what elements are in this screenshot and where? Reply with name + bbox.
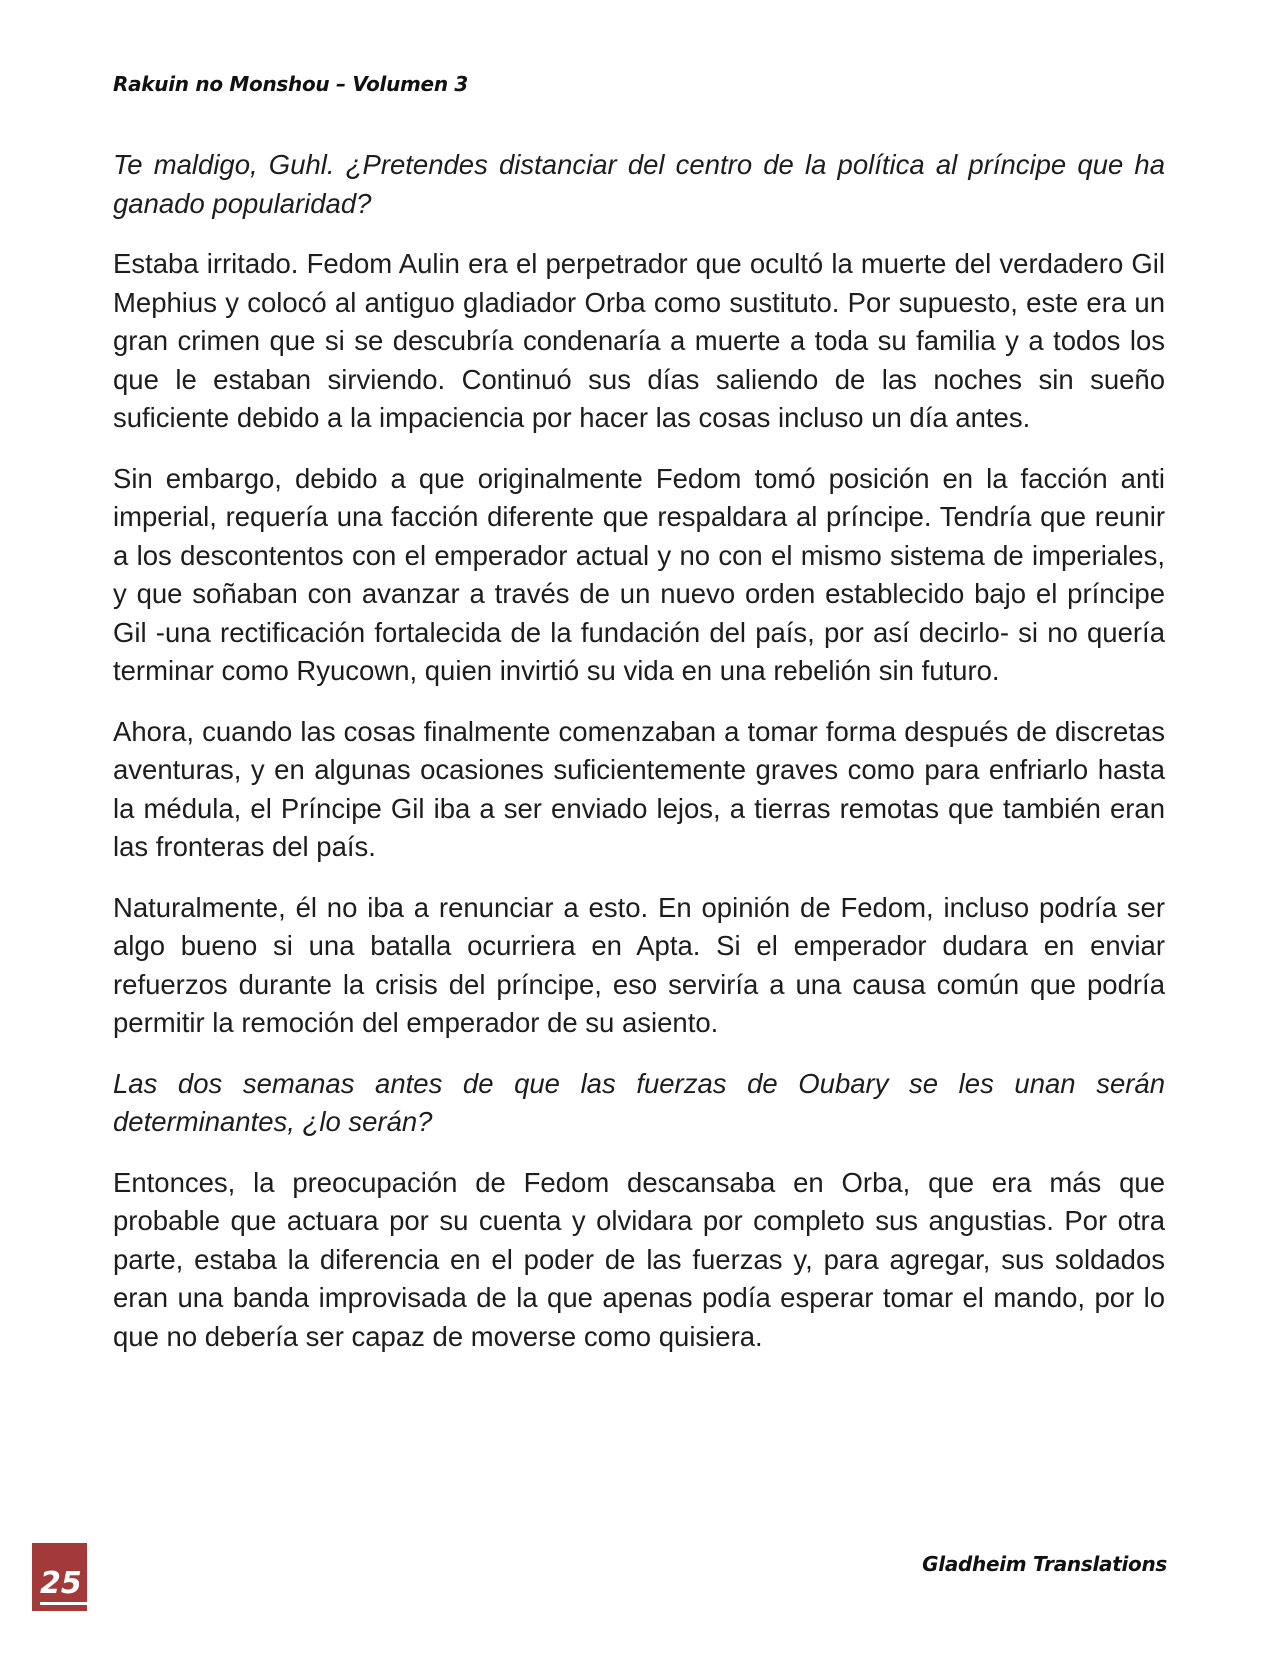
paragraph-6: Las dos semanas antes de que las fuerzas de Oubary se les unan serán determinantes, ¿lo serán? bbox=[113, 1067, 1165, 1137]
paragraph-4: Ahora, cuando las cosas finalmente comenzaban a tomar forma después de discretas aventuras, y en algunas ocasiones suficientemente graves como para enfriarlo hasta la médula, el Príncipe Gil iba a ser enviado lejos, a tierras remotas que también eran las fronteras del país. bbox=[113, 715, 1165, 862]
paragraph-7: Entonces, la preocupación de Fedom descansaba en Orba, que era más que probable que actuara por su cuenta y olvidara por completo sus angustias. Por otra parte, estaba la diferencia en el poder de las fuerzas y, para agregar, sus soldados eran una banda improvisada de la que apenas podía esperar tomar el mando, por lo que no debería ser capaz de moverse como quisiera. bbox=[113, 1166, 1165, 1352]
paragraph-3: Sin embargo, debido a que originalmente Fedom tomó posición en la facción anti imperial, requería una facción diferente que respaldara al príncipe. Tendría que reunir a los descontentos con el emperador actual y no con el mismo sistema de imperiales, y que soñaban con avanzar a través de un nuevo orden establecido bajo el príncipe Gil -una rectificación fortalecida de la fundación del país, por así decirlo- si no quería terminar como Ryucown, quien invirtió su vida en una rebelión sin futuro. bbox=[113, 462, 1165, 686]
document-header: Rakuin no Monshou – Volumen 3 bbox=[113, 72, 469, 96]
translator-credit: Gladheim Translations bbox=[922, 1552, 1167, 1576]
paragraph-2: Estaba irritado. Fedom Aulin era el perpetrador que ocultó la muerte del verdadero Gil Mephius y colocó al antiguo gladiador Orba como sustituto. Por supuesto, este era un gran crimen que si se descubría condenaría a muerte a toda su familia y a todos los que le estaban sirviendo. Continuó sus días saliendo de las noches sin sueño suficiente debido a la impaciencia por hacer las cosas incluso un día antes. bbox=[113, 248, 1165, 433]
page-number: 25 bbox=[40, 1566, 88, 1605]
page-body bbox=[113, 146, 1165, 1378]
paragraph-5: Naturalmente, él no iba a renunciar a esto. En opinión de Fedom, incluso podría ser algo bueno si una batalla ocurriera en Apta. Si el emperador dudara en enviar refuerzos durante la crisis del príncipe, eso serviría a una causa común que podría permitir la remoción del emperador de su asiento. bbox=[113, 891, 1165, 1038]
paragraph-1: Te maldigo, Guhl. ¿Pretendes distanciar del centro de la política al príncipe que ha ganado popularidad? bbox=[113, 149, 1165, 219]
